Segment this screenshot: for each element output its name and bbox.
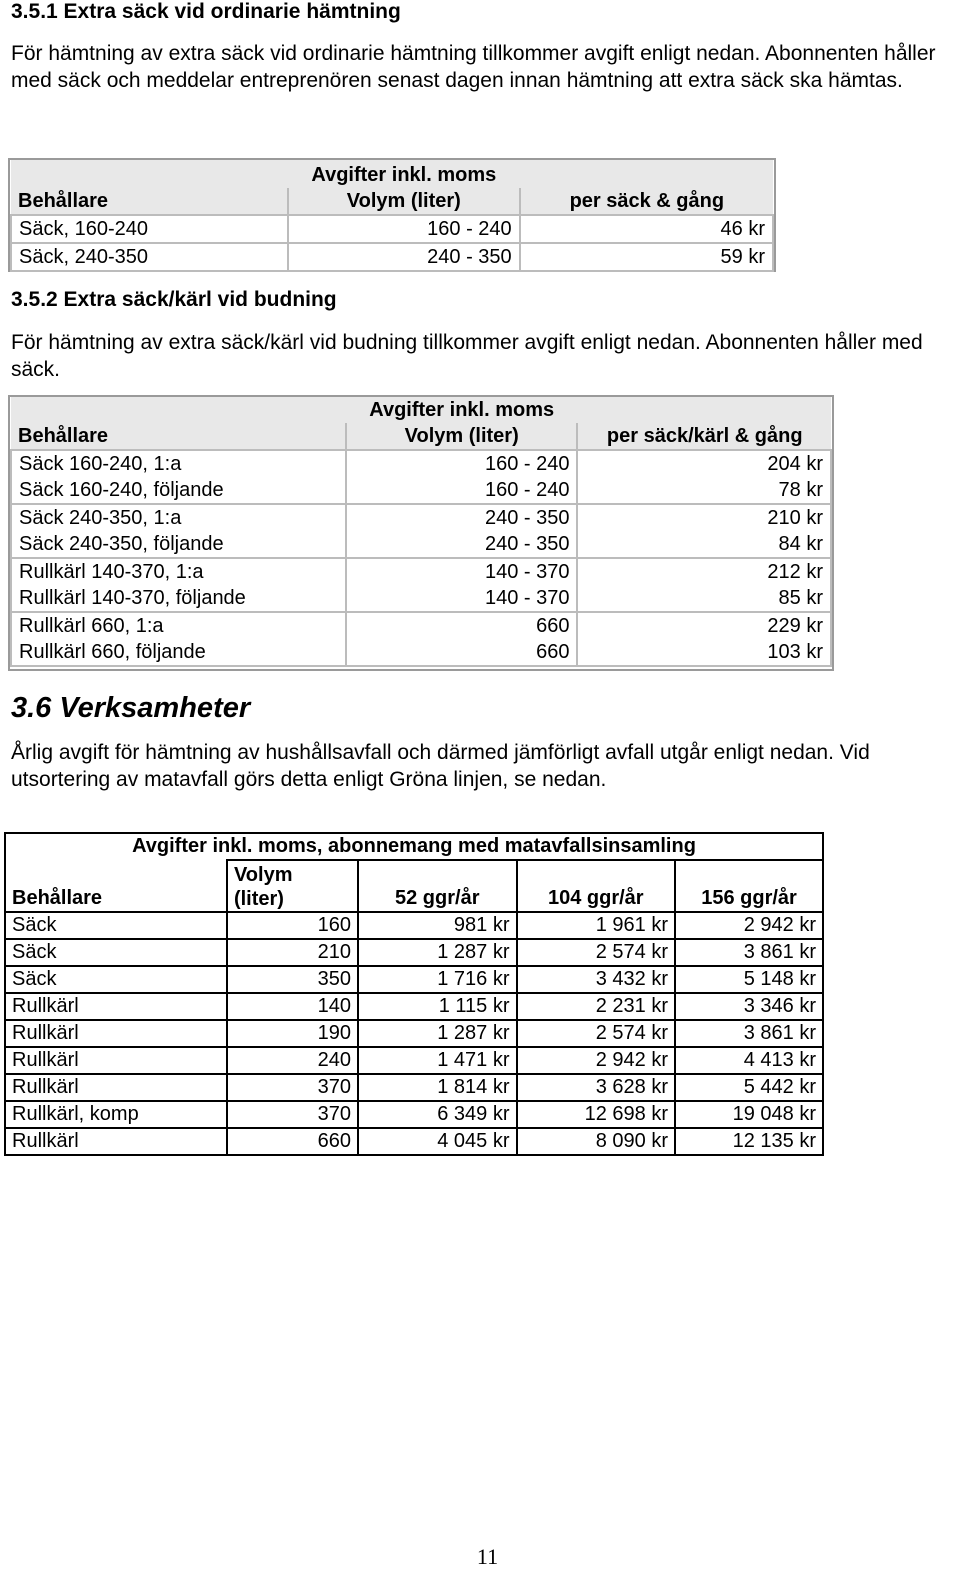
table-row xyxy=(11,450,831,477)
cell-volym: 240 xyxy=(227,1047,358,1074)
cell-behallare: Säck xyxy=(5,939,227,966)
table-row xyxy=(11,585,831,612)
cell-52: 6 349 kr xyxy=(358,1101,517,1128)
col-volym: Volym (liter) xyxy=(346,423,578,450)
table-row xyxy=(5,1128,823,1155)
table-row xyxy=(5,993,823,1020)
cell-volym: 370 xyxy=(227,1101,358,1128)
table-row xyxy=(5,912,823,939)
cell-behallare: Rullkärl 660, 1:a xyxy=(11,612,346,639)
cell-behallare: Rullkärl xyxy=(5,1128,227,1155)
col-price: per säck/kärl & gång xyxy=(577,423,831,450)
cell-volym: 160 - 240 xyxy=(346,477,578,504)
cell-52: 1 115 kr xyxy=(358,993,517,1020)
cell-104: 2 942 kr xyxy=(517,1047,676,1074)
cell-behallare: Rullkärl 140-370, följande xyxy=(11,585,346,612)
col-156: 156 ggr/år xyxy=(675,860,823,912)
cell-price: 85 kr xyxy=(577,585,831,612)
section-352-heading: 3.5.2 Extra säck/kärl vid budning xyxy=(11,288,337,311)
col-104: 104 ggr/år xyxy=(517,860,676,912)
cell-volym: 160 xyxy=(227,912,358,939)
cell-behallare: Rullkärl, komp xyxy=(5,1101,227,1128)
cell-volym: 660 xyxy=(346,639,578,666)
cell-volym: 160 - 240 xyxy=(346,450,578,477)
cell-price: 210 kr xyxy=(577,504,831,531)
col-volym xyxy=(227,860,358,912)
cell-156: 19 048 kr xyxy=(675,1101,823,1128)
cell-volym: 140 - 370 xyxy=(346,558,578,585)
fee-table-verksamheter xyxy=(4,832,824,1156)
table-row xyxy=(5,1047,823,1074)
cell-104: 2 231 kr xyxy=(517,993,676,1020)
table-row xyxy=(11,531,831,558)
cell-104: 12 698 kr xyxy=(517,1101,676,1128)
cell-price: 204 kr xyxy=(577,450,831,477)
cell-behallare: Rullkärl 660, följande xyxy=(11,639,346,666)
col-volym: Volym (liter) xyxy=(288,188,520,215)
cell-behallare: Säck, 160-240 xyxy=(11,215,288,243)
cell-behallare: Säck xyxy=(5,966,227,993)
table-row xyxy=(5,966,823,993)
cell-104: 1 961 kr xyxy=(517,912,676,939)
cell-behallare: Rullkärl xyxy=(5,1047,227,1074)
cell-price: 84 kr xyxy=(577,531,831,558)
cell-behallare: Säck 240-350, följande xyxy=(11,531,346,558)
cell-volym: 240 - 350 xyxy=(346,531,578,558)
section-36-heading: 3.6 Verksamheter xyxy=(11,692,251,724)
cell-156: 3 861 kr xyxy=(675,1020,823,1047)
table-row xyxy=(5,1101,823,1128)
cell-behallare: Säck 240-350, 1:a xyxy=(11,504,346,531)
cell-volym: 190 xyxy=(227,1020,358,1047)
table-row xyxy=(11,504,831,531)
table-row xyxy=(11,477,831,504)
verksamheter-rows xyxy=(5,912,823,1155)
table-row xyxy=(11,243,773,271)
col-behallare: Behållare xyxy=(5,860,227,912)
cell-156: 3 346 kr xyxy=(675,993,823,1020)
header-avgifter: Avgifter inkl. moms xyxy=(288,160,520,188)
section-36-text: Årlig avgift för hämtning av hushållsavfall och därmed jämförligt avfall utgår enligt nedan. Vid utsortering av matavfall görs detta enligt Gröna linjen, se nedan. xyxy=(11,741,870,791)
col-volym-line2: (liter) xyxy=(233,888,284,910)
header-avgifter: Avgifter inkl. moms xyxy=(346,397,578,423)
table-row xyxy=(5,939,823,966)
cell-volym: 140 - 370 xyxy=(346,585,578,612)
cell-104: 2 574 kr xyxy=(517,939,676,966)
cell-price: 103 kr xyxy=(577,639,831,666)
cell-52: 1 471 kr xyxy=(358,1047,517,1074)
cell-behallare: Säck 160-240, 1:a xyxy=(11,450,346,477)
cell-104: 2 574 kr xyxy=(517,1020,676,1047)
cell-156: 4 413 kr xyxy=(675,1047,823,1074)
cell-52: 4 045 kr xyxy=(358,1128,517,1155)
cell-behallare: Rullkärl xyxy=(5,1020,227,1047)
col-52: 52 ggr/år xyxy=(358,860,517,912)
cell-behallare: Rullkärl xyxy=(5,993,227,1020)
cell-behallare: Rullkärl 140-370, 1:a xyxy=(11,558,346,585)
page-number: 11 xyxy=(476,1544,499,1569)
cell-volym: 140 xyxy=(227,993,358,1020)
cell-behallare: Säck, 240-350 xyxy=(11,243,288,271)
table-row xyxy=(11,215,773,243)
cell-156: 12 135 kr xyxy=(675,1128,823,1155)
cell-52: 1 814 kr xyxy=(358,1074,517,1101)
cell-52: 1 716 kr xyxy=(358,966,517,993)
header-avgifter-verksamheter: Avgifter inkl. moms, abonnemang med matavfallsinsamling xyxy=(5,833,823,860)
cell-52: 1 287 kr xyxy=(358,939,517,966)
col-behallare: Behållare xyxy=(11,423,346,450)
cell-volym: 350 xyxy=(227,966,358,993)
fee-table-extra-sack xyxy=(10,160,774,272)
cell-price: 212 kr xyxy=(577,558,831,585)
section-352-text: För hämtning av extra säck/kärl vid budning tillkommer avgift enligt nedan. Abonnenten håller med säck. xyxy=(11,331,923,381)
cell-52: 981 kr xyxy=(358,912,517,939)
cell-price: 229 kr xyxy=(577,612,831,639)
section-351-text: För hämtning av extra säck vid ordinarie hämtning tillkommer avgift enligt nedan. Abonnenten håller med säck och meddelar entreprenören senast dagen innan hämtning att extra säck ska hämtas. xyxy=(11,42,936,92)
cell-104: 3 432 kr xyxy=(517,966,676,993)
cell-volym: 370 xyxy=(227,1074,358,1101)
cell-behallare: Säck 160-240, följande xyxy=(11,477,346,504)
table-row xyxy=(5,1020,823,1047)
cell-156: 5 442 kr xyxy=(675,1074,823,1101)
table-row xyxy=(11,558,831,585)
cell-price: 59 kr xyxy=(520,243,773,271)
cell-volym: 660 xyxy=(227,1128,358,1155)
cell-volym: 240 - 350 xyxy=(288,243,520,271)
col-price: per säck & gång xyxy=(520,188,773,215)
cell-price: 78 kr xyxy=(577,477,831,504)
cell-behallare: Rullkärl xyxy=(5,1074,227,1101)
cell-104: 8 090 kr xyxy=(517,1128,676,1155)
cell-156: 3 861 kr xyxy=(675,939,823,966)
section-351-heading: 3.5.1 Extra säck vid ordinarie hämtning xyxy=(11,0,401,23)
cell-price: 46 kr xyxy=(520,215,773,243)
col-volym-line1: Volym xyxy=(233,864,293,886)
cell-behallare: Säck xyxy=(5,912,227,939)
cell-volym: 160 - 240 xyxy=(288,215,520,243)
col-behallare: Behållare xyxy=(11,188,288,215)
cell-156: 2 942 kr xyxy=(675,912,823,939)
cell-156: 5 148 kr xyxy=(675,966,823,993)
cell-52: 1 287 kr xyxy=(358,1020,517,1047)
fee-table-extra-budning xyxy=(10,397,832,667)
table-row xyxy=(11,612,831,639)
table-row xyxy=(5,1074,823,1101)
cell-104: 3 628 kr xyxy=(517,1074,676,1101)
cell-volym: 210 xyxy=(227,939,358,966)
cell-volym: 240 - 350 xyxy=(346,504,578,531)
cell-volym: 660 xyxy=(346,612,578,639)
table-row xyxy=(11,639,831,666)
